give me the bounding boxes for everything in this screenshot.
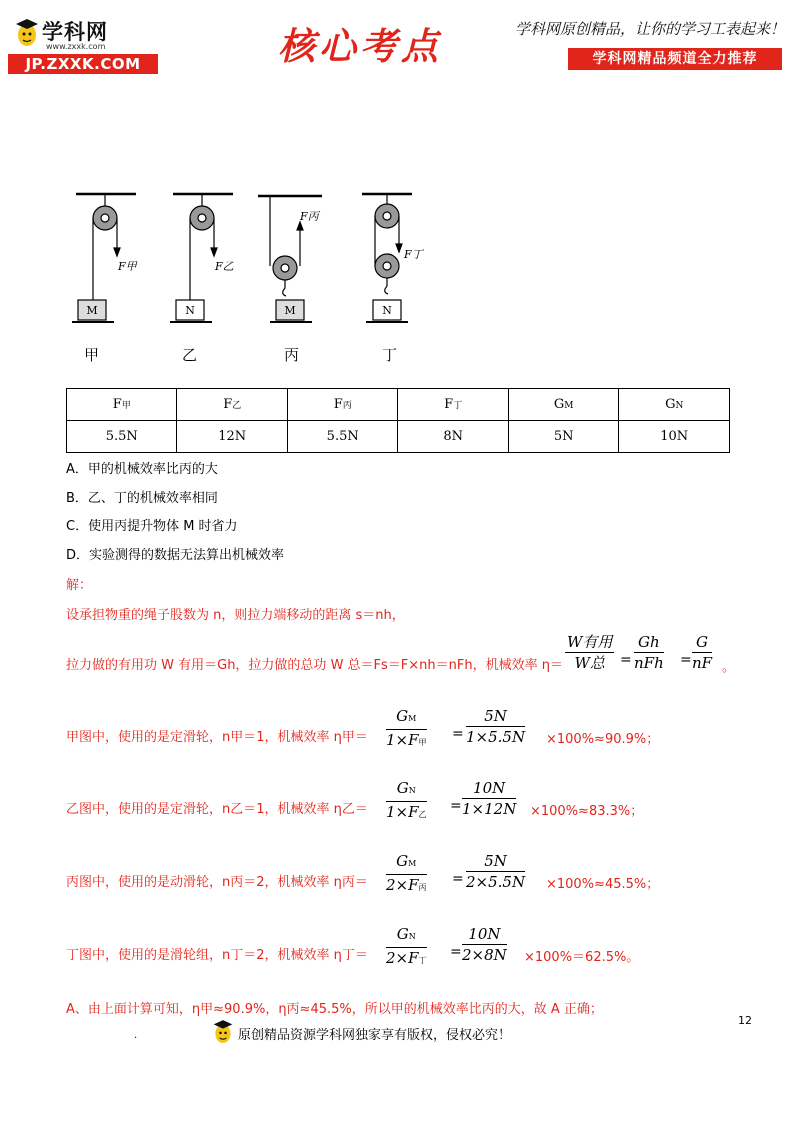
caption-yi: 乙 <box>182 346 198 364</box>
data-table <box>66 388 730 453</box>
solution-conclusion: A、由上面计算可知，η甲≈90.9%，η丙≈45.5%，所以甲的机械效率比丙的大，故 A 正确； <box>66 1002 603 1017</box>
force-label-yi: F乙 <box>215 260 234 273</box>
fraction: $\frac{G}{nF}$ <box>692 633 713 672</box>
fraction: $\frac{10N}{2\times 8N}$ <box>462 925 507 964</box>
mascot-icon <box>14 18 40 48</box>
table-cell: 8N <box>398 421 508 453</box>
solution-ding: 丁图中，使用的是滑轮组，n丁＝2，机械效率 η丁＝ <box>66 948 368 963</box>
block-label-bing: M <box>284 304 296 317</box>
table-header: F甲 <box>67 389 177 421</box>
force-label-bing: F丙 <box>300 210 319 223</box>
option-c: C．使用丙提升物体 M 时省力 <box>66 519 238 534</box>
block-label-jia: M <box>86 304 98 317</box>
channel-badge: 学科网精品频道全力推荐 <box>568 48 782 70</box>
solution-bing: 丙图中，使用的是动滑轮，n丙＝2，机械效率 η丙＝ <box>66 875 368 890</box>
logo-name: 学科网 <box>42 20 108 44</box>
logo-url: JP.ZXXK.COM <box>8 54 158 74</box>
solution-label: 解： <box>66 578 93 593</box>
fraction: $\frac{5N}{1\times 5.5N}$ <box>466 707 526 746</box>
force-label-ding: F丁 <box>404 248 423 261</box>
fraction: GN 1×F乙 <box>386 779 427 821</box>
fraction: $\frac{10N}{1\times 12N}$ <box>462 779 517 818</box>
block-label-ding: N <box>382 304 392 317</box>
table-header-row <box>67 389 730 421</box>
logo-sub: www.zxxk.com <box>46 42 106 51</box>
pulley-figures <box>60 188 423 338</box>
fraction: GM 1×F甲 <box>386 707 427 749</box>
slogan: 学科网原创精品，让你的学习工表起来！ <box>515 20 786 38</box>
table-header: F乙 <box>177 389 287 421</box>
site-logo <box>8 14 158 74</box>
page-title: 核心考点 <box>278 24 442 68</box>
solution-line1: 设承担物重的绳子股数为 n，则拉力端移动的距离 s＝nh， <box>66 608 405 623</box>
caption-jia: 甲 <box>84 346 100 364</box>
solution-jia: 甲图中，使用的是定滑轮，n甲＝1，机械效率 η甲＝ <box>66 730 368 745</box>
fraction: GN 2×F丁 <box>386 925 427 967</box>
table-cell: 5N <box>508 421 618 453</box>
fraction: $\frac{5N}{2\times 5.5N}$ <box>466 852 526 891</box>
copyright-notice: 原创精品资源学科网独家享有版权，侵权必究！ <box>238 1028 512 1043</box>
footer-dot: . <box>134 1030 138 1041</box>
solution-line2: 拉力做的有用功 W 有用＝Gh，拉力做的总功 W 总＝Fs＝F×nh＝nFh，机械效率 η＝ <box>66 658 563 673</box>
fraction: Gh nFh <box>634 633 664 672</box>
pulley-yi <box>170 194 233 322</box>
table-header: F丙 <box>287 389 397 421</box>
caption-ding: 丁 <box>382 346 398 364</box>
option-d: D．实验测得的数据无法算出机械效率 <box>66 548 285 563</box>
table-header: F丁 <box>398 389 508 421</box>
mascot-icon <box>212 1018 234 1046</box>
table-cell: 12N <box>177 421 287 453</box>
table-header: GM <box>508 389 618 421</box>
force-label-jia: F甲 <box>118 260 137 273</box>
page-number: 12 <box>738 1014 752 1027</box>
pulley-jia <box>72 194 136 322</box>
table-row <box>67 421 730 453</box>
caption-bing: 丙 <box>284 346 300 364</box>
table-cell: 5.5N <box>67 421 177 453</box>
table-cell: 10N <box>619 421 730 453</box>
option-b: B．乙、丁的机械效率相同 <box>66 491 218 506</box>
table-header: GN <box>619 389 730 421</box>
fraction: GM 2×F丙 <box>386 852 427 894</box>
table-cell: 5.5N <box>287 421 397 453</box>
logo-top <box>8 14 158 52</box>
fraction: W有用 W总 <box>567 633 613 672</box>
solution-yi: 乙图中，使用的是定滑轮，n乙＝1，机械效率 η乙＝ <box>66 802 368 817</box>
block-label-yi: N <box>185 304 195 317</box>
option-a: A．甲的机械效率比丙的大 <box>66 462 218 477</box>
